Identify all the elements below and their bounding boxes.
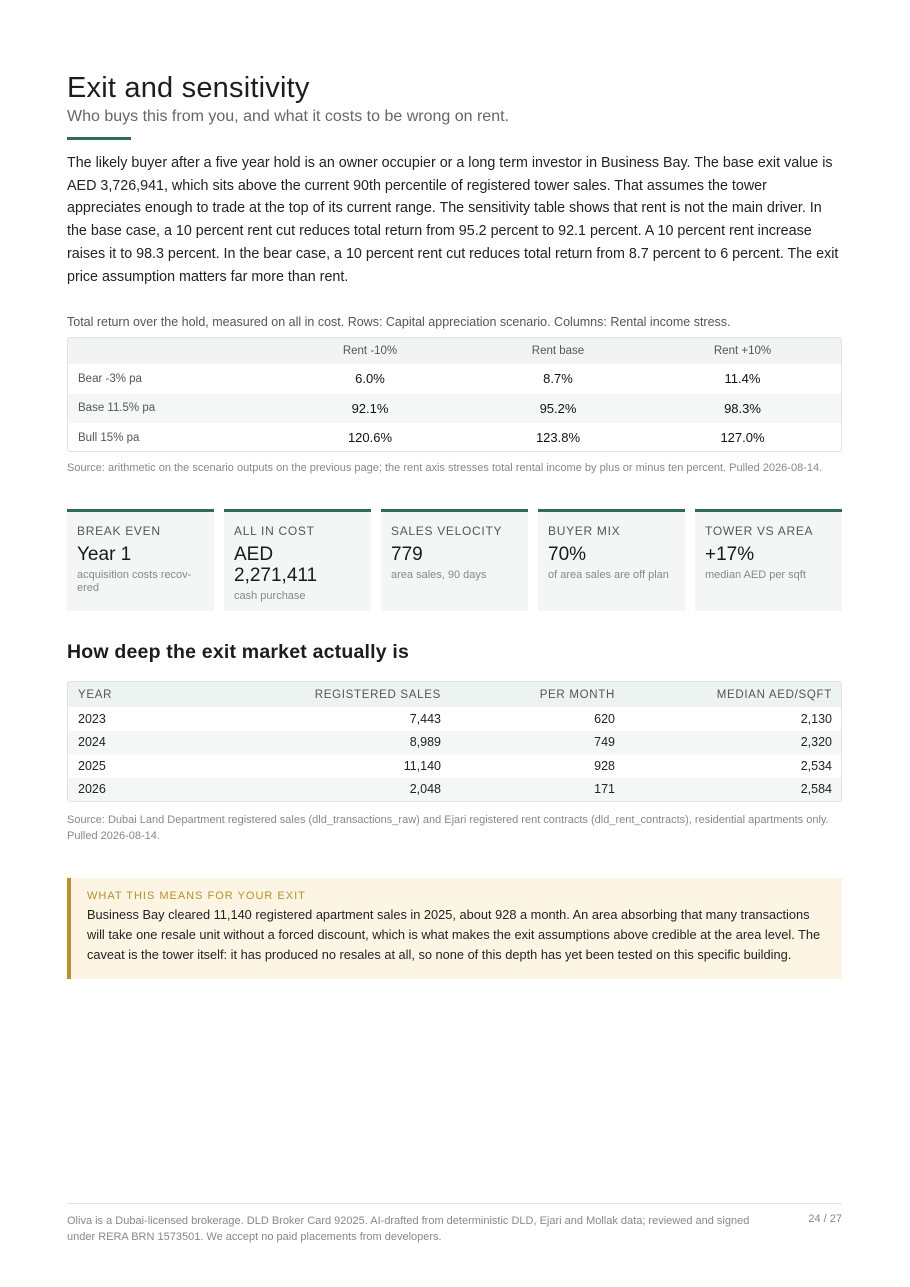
column-header-sales: REGISTERED SALES [314, 688, 441, 701]
kpi-label: BREAK EVEN [77, 524, 161, 538]
kpi-label: ALL IN COST [234, 524, 315, 538]
kpi-value: Year 1 [77, 544, 132, 565]
table-cell: 2026 [78, 782, 106, 797]
table-row [68, 423, 841, 452]
page-number: 24 / 27 [808, 1213, 842, 1225]
table-cell: 2,048 [409, 782, 441, 797]
table-cell: 7,443 [409, 711, 441, 726]
kpi-value: 779 [391, 544, 423, 565]
table-cell: 171 [594, 782, 615, 797]
sensitivity-header-row [68, 338, 841, 364]
sensitivity-header-rent-plus: Rent +10% [713, 345, 772, 357]
report-page [67, 0, 842, 1287]
table-cell: 11,140 [403, 758, 441, 773]
table-cell: 6.0% [355, 371, 385, 387]
title-divider [67, 137, 131, 140]
table-cell: 127.0% [720, 430, 765, 446]
exit-market-source: Source: Dubai Land Department registered sales (dld_transactions_raw) and Ejari registered rent contracts (dld_rent_contracts), residential apartments only. Pulled 2026-08-14. [67, 814, 829, 842]
sensitivity-header-rent-minus: Rent -10% [342, 345, 398, 357]
table-cell: 620 [594, 711, 615, 726]
page-subtitle: Who buys this from you, and what it costs to be wrong on rent. [67, 108, 509, 125]
footer-divider [67, 1203, 842, 1204]
page-title: Exit and sensitivity [67, 72, 310, 104]
kpi-card-buyer-mix [538, 509, 685, 611]
kpi-note: median AED per sqft [705, 569, 806, 581]
kpi-value: AED 2,271,411 [234, 544, 318, 586]
table-row [68, 707, 841, 731]
table-cell: 2023 [78, 711, 106, 726]
sensitivity-source: Source: arithmetic on the scenario outputs on the previous page; the rent axis stresses total rental income by plus or minus ten percent. Pulled 2026-08-14. [67, 462, 823, 474]
table-cell: 2,534 [800, 758, 832, 773]
kpi-note: of area sales are off plan [548, 569, 669, 581]
table-cell: 2025 [78, 758, 106, 773]
footer-disclaimer: Oliva is a Dubai-licensed brokerage. DLD Broker Card 92025. AI-drafted from deterministic DLD, Ejari and Mollak data; reviewed and signed under RERA BRN 1573501. We accept no paid placements from developers. [67, 1215, 750, 1243]
table-cell: 749 [594, 735, 615, 750]
sensitivity-table [67, 337, 842, 452]
table-row [68, 731, 841, 755]
table-row [68, 778, 841, 802]
table-row [68, 394, 841, 424]
callout-label: WHAT THIS MEANS FOR YOUR EXIT [87, 890, 306, 902]
table-row [68, 754, 841, 778]
kpi-label: TOWER VS AREA [705, 524, 814, 538]
kpi-card-all-in-cost [224, 509, 371, 611]
table-cell: 8.7% [543, 371, 573, 387]
kpi-label: BUYER MIX [548, 524, 621, 538]
row-label: Bull 15% pa [78, 431, 140, 444]
table-row [68, 364, 841, 394]
table-cell: 92.1% [351, 400, 389, 416]
exit-callout [67, 878, 842, 979]
table-cell: 2,320 [800, 735, 832, 750]
intro-paragraph: The likely buyer after a five year hold is an owner occupier or a long term investor in Business Bay. The base exit value is AED 3,726,941, which sits above the current 90th percentile of registered tower sales. That assumes the tower appreciates enough to trade at the top of its current range. The sensitivity table shows that rent is not the main driver. In the base case, a 10 percent rent cut reduces total return from 95.2 percent to 92.1 percent. A 10 percent rent increase raises it to 98.3 percent. In the bear case, a 10 percent rent cut reduces total return from 8.7 percent to 6 percent. The exit price assumption matters far more than rent. [67, 155, 839, 285]
kpi-card-tower-vs-area [695, 509, 842, 611]
kpi-note: acquisition costs recov-ered [77, 569, 192, 594]
table-cell: 928 [594, 758, 615, 773]
callout-text: Business Bay cleared 11,140 registered apartment sales in 2025, about 928 a month. An area absorbing that many transactions will take one resale unit without a forced discount, which is what makes the exit assumptions above credible at the area level. The caveat is the tower itself: it has produced no resales at all, so none of this depth has yet been tested on this specific building. [87, 907, 821, 962]
kpi-value: +17% [705, 544, 755, 565]
table-cell: 2,584 [800, 782, 832, 797]
column-header-year: YEAR [78, 688, 113, 701]
kpi-value: 70% [548, 544, 587, 565]
row-label: Base 11.5% pa [78, 402, 156, 415]
table-cell: 2,130 [800, 711, 832, 726]
table-cell: 11.4% [724, 371, 761, 387]
row-label: Bear -3% pa [78, 372, 142, 385]
kpi-card-sales-velocity [381, 509, 528, 611]
table-cell: 2024 [78, 735, 106, 750]
exit-market-table [67, 681, 842, 802]
section-heading: How deep the exit market actually is [67, 641, 410, 663]
sensitivity-caption: Total return over the hold, measured on all in cost. Rows: Capital appreciation scenario. Columns: Rental income stress. [67, 315, 731, 329]
table-cell: 98.3% [724, 400, 761, 416]
kpi-note: cash purchase [234, 590, 306, 602]
kpi-note: area sales, 90 days [391, 569, 487, 581]
table-cell: 120.6% [347, 430, 393, 446]
kpi-strip [67, 509, 842, 611]
sensitivity-header-rent-base: Rent base [531, 345, 585, 357]
exit-market-header-row [68, 682, 841, 707]
table-cell: 95.2% [539, 400, 577, 416]
table-cell: 123.8% [535, 430, 581, 446]
kpi-card-break-even [67, 509, 214, 611]
column-header-per-month: PER MONTH [539, 688, 615, 701]
table-cell: 8,989 [409, 735, 441, 750]
kpi-label: SALES VELOCITY [391, 524, 503, 538]
column-header-median: MEDIAN AED/SQFT [716, 688, 832, 701]
